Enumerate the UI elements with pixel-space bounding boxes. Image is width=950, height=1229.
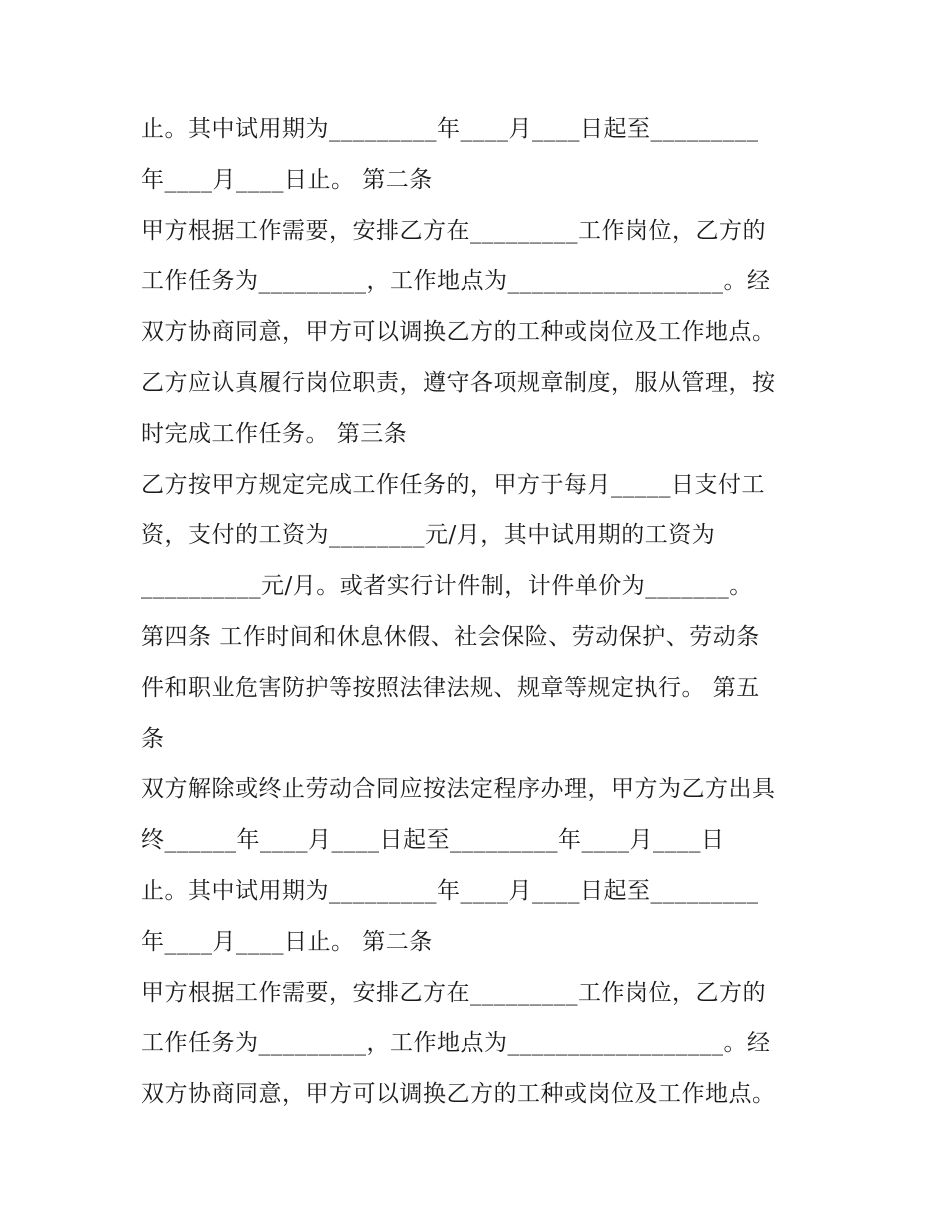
text-line: 甲方根据工作需要，安排乙方在_________工作岗位，乙方的	[141, 217, 766, 244]
text-line: 资，支付的工资为________元/月，其中试用期的工资为	[141, 522, 716, 549]
text-line: 乙方按甲方规定完成工作任务的，甲方于每月_____日支付工	[141, 471, 765, 498]
text-line: 止。其中试用期为_________年____月____日起至_________	[141, 116, 759, 142]
text-line: 件和职业危害防护等按照法律法规、规章等规定执行。 第五	[141, 674, 760, 701]
text-line: 止。其中试用期为_________年____月____日起至_________	[141, 877, 759, 904]
text-line: 双方协商同意，甲方可以调换乙方的工种或岗位及工作地点。	[141, 319, 776, 346]
text-line: 年____月____日止。 第二条	[141, 928, 433, 955]
text-line: 工作任务为_________，工作地点为__________________。经	[141, 1030, 771, 1057]
text-line: 甲方根据工作需要，安排乙方在_________工作岗位，乙方的	[141, 979, 766, 1006]
text-line: 乙方应认真履行岗位职责，遵守各项规章制度，服从管理，按	[141, 369, 776, 396]
text-line: __________元/月。或者实行计件制，计件单价为_______。	[141, 573, 753, 600]
text-line: 时完成工作任务。 第三条	[141, 420, 408, 447]
text-line: 年____月____日止。 第二条	[141, 166, 433, 193]
contract-body-text	[141, 104, 831, 1120]
text-line: 工作任务为_________，工作地点为__________________。经	[141, 268, 771, 295]
text-line: 双方解除或终止劳动合同应按法定程序办理，甲方为乙方出具	[141, 776, 776, 803]
text-line: 终______年____月____日起至_________年____月____日	[141, 827, 725, 854]
text-line: 条	[141, 725, 165, 752]
text-line: 第四条 工作时间和休息休假、社会保险、劳动保护、劳动条	[141, 623, 760, 650]
text-line: 双方协商同意，甲方可以调换乙方的工种或岗位及工作地点。	[141, 1081, 776, 1108]
